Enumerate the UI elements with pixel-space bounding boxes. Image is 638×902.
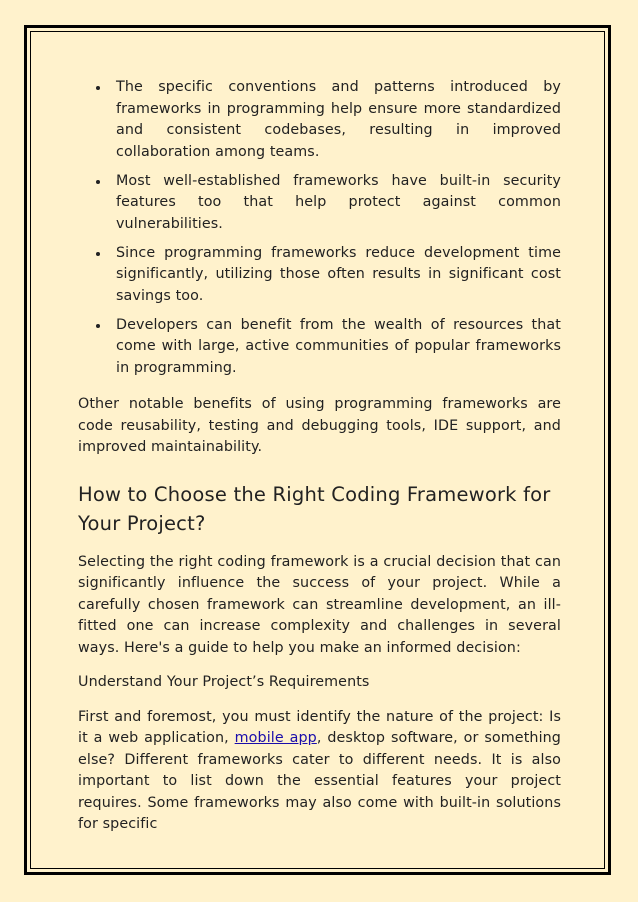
bullet-text: Developers can benefit from the wealth of resources that come with large, active communities of popular frameworks in programming.	[116, 316, 561, 376]
bullet-item	[78, 77, 561, 163]
bullet-text: Since programming frameworks reduce development time significantly, utilizing those often results in significant cost savings too.	[116, 244, 561, 304]
bullet-text: Most well-established frameworks have built-in security features too that help protect against common vulnerabilities.	[116, 172, 561, 232]
selecting-framework-paragraph: Selecting the right coding framework is a crucial decision that can significantly influence the success of your project. While a carefully chosen framework can streamline development, an ill-fitted one can increase complexity and challenges in several ways. Here's a guide to help you make an informed decision:	[78, 553, 561, 656]
benefits-paragraph: Other notable benefits of using programming frameworks are code reusability, testing and debugging tools, IDE support, and improved maintainability.	[78, 396, 561, 455]
bullet-text: The specific conventions and patterns introduced by frameworks in programming help ensure more standardized and consistent codebases, resulting in improved collaboration among teams.	[116, 79, 561, 160]
project-nature-paragraph	[78, 707, 561, 836]
bullet-item	[78, 243, 561, 308]
bullet-dot-icon	[96, 180, 100, 184]
bullet-item	[78, 171, 561, 236]
bullet-dot-icon	[96, 324, 100, 328]
bullet-dot-icon	[96, 86, 100, 90]
bullet-dot-icon	[96, 252, 100, 256]
paragraph-text-before-link: First and foremost, you must identify the nature of the project: Is it a web application,	[78, 708, 561, 746]
page-content	[78, 77, 561, 836]
benefits-bullet-list	[78, 77, 561, 379]
paragraph-text-after-link: , desktop software, or something else? Different frameworks cater to different needs. It is also important to list down the essential features your project requires. Some frameworks may also come with built-in solutions for specific	[78, 730, 561, 832]
requirements-subheading: Understand Your Project’s Requirements	[78, 674, 370, 690]
mobile-app-link[interactable]: mobile app	[234, 730, 317, 746]
bullet-item	[78, 315, 561, 380]
section-heading: How to Choose the Right Coding Framework for Your Project?	[78, 482, 551, 535]
